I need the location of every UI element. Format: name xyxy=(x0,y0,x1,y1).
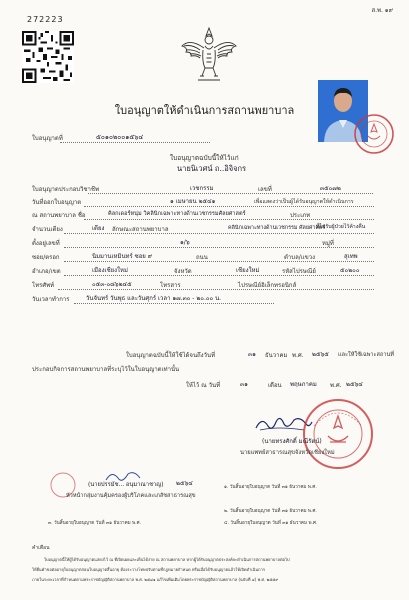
given-year-label: พ.ศ. xyxy=(330,382,342,389)
renew-line-2: ๒. วันสิ้นอายุใบอนุญาต วันที่ ๓๑ ธันวาคม พ.ศ. xyxy=(224,509,317,514)
dotted-line xyxy=(64,261,374,262)
grant-line: ใบอนุญาตฉบับนี้ให้ไว้แก่ xyxy=(170,154,239,162)
postcode-value: ๕๐๒๐๐ xyxy=(340,267,360,274)
purpose-text: เพื่อแสดงว่าเป็นผู้ได้รับอนุญาตให้ดำเนินการ xyxy=(254,199,354,205)
given-month-label: เดือน xyxy=(268,382,282,389)
dotted-line xyxy=(84,219,374,220)
subdistrict-label: ตำบล/แขวง xyxy=(284,254,316,261)
signer-name: (นายทรงศักดิ์ มณีรัตน์) xyxy=(262,438,322,445)
validity-line-end: และให้ใช้เฉพาะสถานที่ xyxy=(338,352,394,358)
kind-value: คลินิกเฉพาะทางด้านเวชกรรม ศัลยศาสตร์ xyxy=(228,225,326,231)
number-label: เลขที่ xyxy=(258,186,272,193)
dotted-line xyxy=(64,275,374,276)
number-value: ๓๕๐๗๒ xyxy=(320,185,341,192)
dotted-line xyxy=(88,193,373,194)
address-label: ตั้งอยู่เลขที่ xyxy=(32,240,60,247)
dotted-line xyxy=(58,289,374,290)
phone-label: โทรศัพท์ xyxy=(32,282,55,289)
renew-line-1: ๑. วันสิ้นอายุใบอนุญาต วันที่ ๓๑ ธันวาคม พ.ศ. xyxy=(224,485,317,490)
given-day: ๓๑ xyxy=(240,381,248,388)
expire-month: ธันวาคม xyxy=(265,352,288,359)
address-value: ๑/๖ xyxy=(180,239,190,246)
notes-line-3: ภายในระยะเวลาที่กำหนดตามพระราชบัญญัติสถานพยาบาล พ.ศ. ๒๕๔๑ แก้ไขเพิ่มเติมโดยพระราชบัญญัติสถานพยาบาล (ฉบับที่ ๔) พ.ศ. ๒๕๕๙ xyxy=(32,577,279,582)
expire-year: ๒๕๖๕ xyxy=(312,351,329,358)
profession-value: เวชกรรม xyxy=(190,185,214,192)
expire-day: ๓๑ xyxy=(248,351,256,358)
serial-number: 272223 xyxy=(27,15,64,24)
notes-title: คำเตือน xyxy=(32,545,50,551)
validity-line-2: ประกอบกิจการสถานพยาบาลที่ระบุไว้ในใบอนุญาตเท่านั้น xyxy=(32,366,180,373)
kind-label: ลักษณะสถานพยาบาล xyxy=(112,226,169,233)
provincial-health-office-seal xyxy=(300,396,376,472)
issue-date-value: ๑ เมษายน ๒๕๔๑ xyxy=(170,198,216,205)
qr-code xyxy=(22,31,74,83)
license-number-label: ใบอนุญาตที่ xyxy=(32,135,63,142)
email-label: ไปรษณีย์อิเล็กทรอนิกส์ xyxy=(238,282,297,289)
notes-line-2: ให้ยื่นคำขอต่ออายุใบอนุญาตก่อนใบอนุญาตสิ้นอายุ ต้องระวางโทษปรับตามที่กฎหมายกำหนด หรือเมื่อได้รับอนุญาตแล้วให้เปิดดำเนินการ xyxy=(32,567,265,572)
clinic-name-label: ณ สถานพยาบาล ชื่อ xyxy=(32,212,86,219)
district-label: อำเภอ/เขต xyxy=(32,268,61,275)
soi-label: ซอย/ตรอก xyxy=(32,254,60,261)
renew-line-3: ๓. วันสิ้นอายุใบอนุญาต วันที่ ๓๑ ธันวาคม พ.ศ. xyxy=(48,521,142,526)
validity-line: ใบอนุญาตฉบับนี้ให้ใช้ได้จนถึงวันที่ xyxy=(126,352,216,359)
profession-label: ใบอนุญาตประกอบวิชาชีพ xyxy=(32,186,99,193)
postcode-label: รหัสไปรษณีย์ xyxy=(282,268,316,275)
renew-officer-position: หัวหน้ากลุ่มงานคุ้มครองผู้บริโภคและเภสัชสาธารณสุข xyxy=(66,493,196,499)
district-value: เมืองเชียงใหม่ xyxy=(92,267,128,274)
signer-position: นายแพทย์สาธารณสุขจังหวัดเชียงใหม่ xyxy=(240,450,335,456)
fax-label: โทรสาร xyxy=(160,282,181,289)
type-label: ประเภท xyxy=(290,212,311,219)
issue-date-label: วันที่ออกใบอนุญาต xyxy=(32,199,82,206)
beds-value: เตียง xyxy=(92,225,105,232)
road-label: ถนน xyxy=(196,254,208,261)
clinic-name-value: คิลกเดอร์หนุ่ม วิคลินิกเฉพาะทางด้านเวชกรรมศัลยศาสตร์ xyxy=(108,211,246,217)
expire-year-label: พ.ศ. xyxy=(292,352,304,359)
given-year: ๒๕๖๔ xyxy=(346,381,363,388)
dotted-line xyxy=(84,206,374,207)
given-date-label: ให้ไว้ ณ วันที่ xyxy=(186,382,221,389)
moo-label: หมู่ที่ xyxy=(322,240,334,247)
dotted-line xyxy=(64,233,374,234)
renew-year: ๒๕๖๔ xyxy=(176,480,193,487)
document-title: ใบอนุญาตให้ดำเนินการสถานพยาบาล xyxy=(114,104,295,117)
licensee-name: นายนิเวศน์ ถ..อิจิจกร xyxy=(177,164,247,173)
dotted-line xyxy=(74,303,274,304)
province-value: เชียงใหม่ xyxy=(236,267,260,274)
phone-value: ๐๕๓-๐๘๖๒๔๕ xyxy=(92,281,132,288)
hours-label: วันเวลาทำการ xyxy=(32,296,70,303)
renew-line-4: ๔. วันสิ้นอายุใบอนุญาต วันที่ ๓๑ ธันวาคม พ.ศ. xyxy=(224,521,318,526)
notes-line-1: ใบอนุญาตนี้ให้ผู้ได้รับอนุญาตแสดงไว้ ณ ที่เปิดเผยและเห็นได้ง่าย ณ สถานพยาบาล หากผู้ได้รับอนุญาตประสงค์จะดำเนินการสถานพยาบาลต่อไป xyxy=(44,557,290,562)
beds-label: จำนวนเตียง xyxy=(32,226,63,233)
renew-officer-name: (นายปรรมัช... อนุมาณาชาญ) xyxy=(88,482,164,488)
subdistrict-value: สุเทพ xyxy=(344,253,358,260)
hours-value: วันจันทร์ วันพุธ และวันศุกร์ เวลา ๑๗.๓๐ - ๒๐.๐๐ น. xyxy=(86,295,222,302)
dotted-line xyxy=(64,247,374,248)
given-month: พฤษภาคม xyxy=(290,381,317,388)
form-number: ส.พ. ๑๙ xyxy=(371,7,393,14)
garuda-emblem-icon xyxy=(178,24,240,84)
license-number-value: ๕๐๑๐๒๐๐๑๕๖๔ xyxy=(96,133,144,141)
type-value: ที่ไม่รับผู้ป่วยไว้ค้างคืน xyxy=(316,224,366,230)
province-label: จังหวัด xyxy=(174,268,192,275)
dotted-line xyxy=(60,142,210,143)
soi-value: นิมมานเหมินทร์ ซอย ๙ xyxy=(92,253,153,260)
